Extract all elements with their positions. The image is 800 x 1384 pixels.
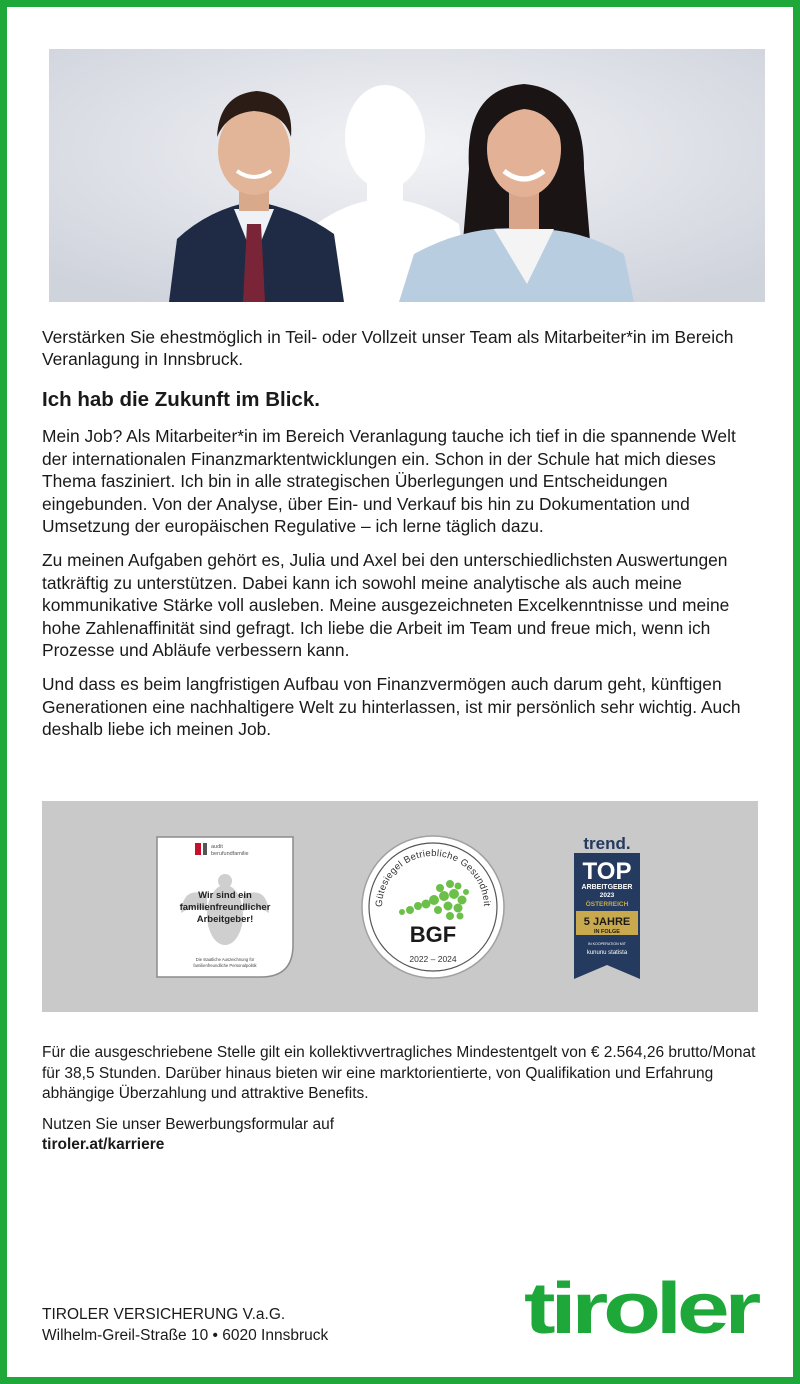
badge-small1: Die staatliche Auszeichnung für (195, 957, 255, 962)
family-friendly-badge (153, 835, 297, 984)
bgf-ring-text: Gütesiegel Betriebliche Gesundheit (373, 847, 493, 908)
trend-partners: kununu statista (586, 950, 628, 956)
bgf-years: 2022 – 2024 (409, 954, 457, 964)
paragraph: Zu meinen Aufgaben gehört es, Julia und Axel bei den unterschiedlichsten Auswertungen tatkräftig zu unterstützen. Dabei kann ich sowohl meine analytische als auch meine kommunikative Stärke voll ausleben. Meine ausgezeichneten Excelkenntnisse und meine hohe Zahlenaffinität sind gefragt. Ich liebe die Arbeit im Team und freue mich, wenn ich Prozesse und Abläufe verbessern kann. (42, 549, 730, 661)
paragraph: Und dass es beim langfristigen Aufbau von Finanzvermögen auch darum geht, künftigen Generationen eine nachhaltigere Welt zu hinterlassen, ist mir persönlich sehr wichtig. Auch deshalb liebe ich meinen Job. (42, 673, 741, 740)
apply-block (42, 1115, 758, 1155)
tiroler-logo (524, 1275, 760, 1352)
bgf-acronym: BGF (409, 922, 457, 947)
award-badges-panel (42, 801, 758, 1012)
badge-line1: Wir sind ein (198, 890, 252, 901)
company-name: TIROLER VERSICHERUNG V.a.G. (42, 1306, 286, 1323)
bgf-seal-badge (360, 834, 506, 985)
trend-sub: IN FOLGE (594, 929, 620, 935)
headline: Ich hab die Zukunft im Blick. (42, 388, 320, 411)
trend-coop: IN KOOPERATION MIT (588, 942, 626, 946)
hero-image (49, 49, 765, 302)
trend-years: 5 JAHRE (583, 916, 631, 928)
badge-small2: familienfreundliche Personalpolitik (193, 963, 257, 968)
trend-top: TOP (582, 858, 632, 885)
badge-audit-text: audit (211, 844, 223, 850)
logo-wordmark: tiroler (524, 1275, 760, 1347)
careers-link[interactable]: tiroler.at/karriere (42, 1136, 165, 1153)
trend-year: 2023 (599, 892, 615, 899)
trend-top-employer-badge (572, 833, 642, 986)
badge-line3: Arbeitgeber! (196, 914, 254, 925)
trend-line1: ARBEITGEBER (581, 884, 633, 891)
badge-line2: familienfreundlicher (179, 902, 271, 913)
footer-address (42, 1304, 462, 1346)
trend-brand: trend. (583, 834, 631, 853)
badge-berufundfamilie-text: berufundfamilie (211, 851, 249, 857)
body-text (42, 425, 758, 752)
paragraph: Mein Job? Als Mitarbeiter*in im Bereich Veranlagung tauche ich tief in die spannende Welt der internationalen Finanzmarktentwicklungen ein. Schon in der Schule hat mich dieses Thema fasziniert. Ich bin in alle strategischen Überlegungen und Entscheidungen eingebunden. Von der Analyse, über Ein- und Verkauf bis hin zu Dokumentation und Umsetzung der europäischen Regulative – ich lerne täglich dazu. (42, 426, 736, 537)
apply-text: Nutzen Sie unser Bewerbungsformular auf (42, 1116, 335, 1133)
salary-text: Für die ausgeschriebene Stelle gilt ein kollektivvertragliches Mindestentgelt von € 2.564,26 brutto/Monat für 38,5 Stunden. Darüber hinaus bieten wir eine marktorientierte, von Qualifikation und Erfahrung abhängige Überzahlung und attraktive Benefits. (42, 1044, 756, 1102)
intro-text: Verstärken Sie ehestmöglich in Teil- oder Vollzeit unser Team als Mitarbeiter*in im Bereich Veranlagung in Innsbruck. (42, 327, 734, 369)
trend-country: ÖSTERREICH (585, 901, 629, 908)
company-address: Wilhelm-Greil-Straße 10 • 6020 Innsbruck (42, 1327, 329, 1344)
